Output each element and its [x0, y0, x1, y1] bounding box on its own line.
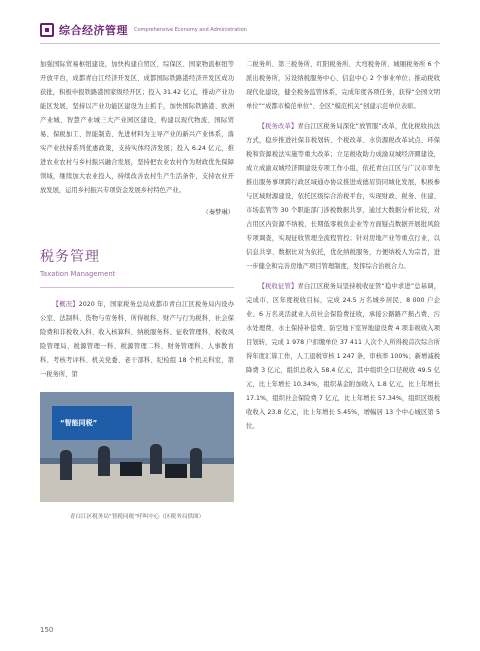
photo-screen-text: “智能同税” [60, 419, 98, 427]
page-number: 150 [40, 626, 54, 634]
collection-text: 青白江区税务局坚持税收征管“稳中求进”总基调，完成市、区年度税收目标，完成 24.5 万名城乡居民、8 000 户企业、6 万名灵活就业人员社会保险费征收，承接公路路产损占费、污水处理费、水土保持补偿费、防空地下室异地建设费 4 项非税收入项目划转，完成 1 978 户扣缴单位 37 411 人次个人所得税首次综合所得年度汇算工作，人工退税审核 1 247 条，审核率 100%；新增减税降费 3 亿元，组织总收入 58.4 亿元，其中组织全口径税收 49.5 亿元，比上年增长 10.34%，组织基金附加收入 1.8 亿元，比上年增长 17.1%，组织社会保险费 7 亿元，比上年增长 57.34%，组织区级税收收入 23.8 亿元，比上年增长 5.45%，增幅居 13 个中心城区第 5 位。 [246, 283, 440, 430]
overview-tag: 【概况】 [52, 301, 79, 308]
header-divider [40, 43, 440, 44]
collection-paragraph [246, 280, 440, 434]
photo-caption: 青白江区税务局“智税同税”呼叫中心（区税务局供图） [69, 514, 205, 520]
right-column [246, 58, 440, 434]
section-english-title: Taxation Management [40, 270, 116, 278]
reform-tag: 【税务改革】 [258, 123, 298, 130]
building-logo-icon [40, 23, 54, 37]
reform-paragraph [246, 120, 440, 274]
overview-paragraph [40, 298, 234, 382]
overview-text: 2020 年，国家税务总局成都市青白江区税务局内设办公室、法制科、货物与劳务科、所得税科、财产与行为税科、社会保险费和非税收入科、收入核算科、纳税服务科、征收管理科、税收风险管理局、税源管理一科、税源管理二科、财务管理科、人事教育科、考核考评科、机关党委、老干部科、纪检组 18 个机关科室，第一税务所、第 [40, 301, 234, 378]
left-column [40, 58, 234, 523]
call-center-photo [40, 392, 234, 502]
signature: （秦梦琳） [202, 209, 234, 216]
header-subtitle: Comprehensive Economy and Administration [134, 27, 247, 33]
page-header [40, 20, 247, 40]
reform-text: 青白江区税务局深化“放管服”改革，优化税收执法方式，稳步推进社保非税划转、个税改革、水资源税改革试点、环保税和资源税法实施等重大改革；立足税收助力成渝双城经济圈建设，成立成渝双城经济圈建设专项工作小组，依托青白江区与广汉市率先推出服务事项跨行政区域通办协议推进成德眉资同城化发展，积极参与区域财源建设，依托区级综合治税平台，实现财政、税务、住建、市场监管等 30 个职能部门涉税数据共享，通过大数据分析比较，对占用区内资源不纳税、长期低零税负企业等方面疑点数据开展批风险专项调查，实现征收管理全流程管控；针对房地产业等重点行业，以信息共享、数据比对为依托，优化纳税服务，方便纳税人为宗旨，进一步健全和完善房地产项目管理制度，发挥综合治税合力。 [246, 123, 440, 270]
header-title: 综合经济管理 [59, 24, 128, 37]
collection-tag: 【税收征管】 [258, 283, 298, 290]
section-divider [40, 287, 234, 288]
left-paragraph-1: 加强国际贸易枢纽建设，加快构建自贸区、综保区、国家物流枢纽等开放平台，成都青白江经济开发区、成都国际铁路港经济开发区成功获批，积极申报铁路港国家级经开区；投入 31.42 亿元，推动产业功能区发展，坚持以产业功能区建设为主抓手，加快国际铁路港、欧洲产业城、智慧产业城三大产业园区建设，构建以现代物流、国际贸易、保税加工、智能制造、先进材料为主导产业的新兴产业体系，落实产业扶持系列优惠政策，支持实体经济发展；投入 6.24 亿元，推进农业农村与乡村振兴融合发展，坚持把农业农村作为财政优先保障领域，继续加大农业投入，持续改善农村生产生活条件，支持农业开放发展，运用乡村振兴专项资金发展乡村特色产业。 [40, 61, 234, 194]
section-title: 税务管理 [40, 249, 100, 265]
right-paragraph-1: 二税务所、第三税务所、红阳税务所、大弯税务所、城厢税务所 6 个派出税务所，另设纳税服务中心、信息中心 2 个事业单位；推动税收现代化建设，健全税务监管体系，完成年度各项任务，获得“全国文明单位”“成都市模范单位”、全区“模范机关”创建示范单位表彰。 [246, 61, 440, 110]
